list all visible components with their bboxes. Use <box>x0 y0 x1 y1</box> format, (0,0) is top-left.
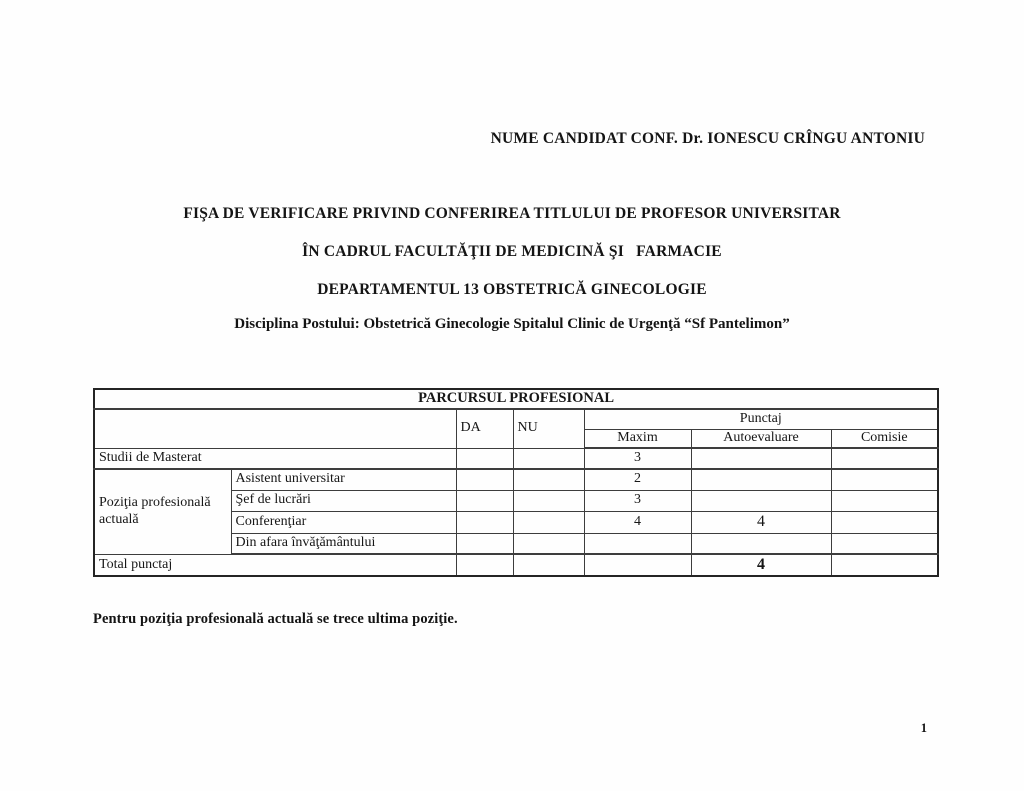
cell-nu <box>513 554 584 576</box>
row-label: Din afara învăţământului <box>231 533 456 554</box>
header-comisie: Comisie <box>831 429 938 448</box>
cell-autoevaluare <box>691 469 831 490</box>
cell-maxim: 3 <box>584 448 691 469</box>
cell-maxim <box>584 554 691 576</box>
cell-nu <box>513 469 584 490</box>
cell-comisie <box>831 448 938 469</box>
table-row-asistent <box>94 469 938 490</box>
table-header-row-1 <box>94 409 938 429</box>
table-row-studii-masterat <box>94 448 938 469</box>
row-label: Asistent universitar <box>231 469 456 490</box>
cell-autoevaluare <box>691 448 831 469</box>
table-title-row <box>94 389 938 409</box>
header-nu: NU <box>513 409 584 448</box>
cell-autoevaluare <box>691 533 831 554</box>
group-label-pozitia: Poziţia profesională actuală <box>94 469 231 554</box>
cell-comisie <box>831 469 938 490</box>
page-number: 1 <box>920 721 927 735</box>
header-autoevaluare: Autoevaluare <box>691 429 831 448</box>
row-label: Conferenţiar <box>231 511 456 533</box>
discipline-line: Disciplina Postului: Obstetrică Ginecologie Spitalul Clinic de Urgenţă “Sf Pantelimon” <box>234 316 790 332</box>
header-da: DA <box>456 409 513 448</box>
cell-autoevaluare <box>691 490 831 511</box>
form-title-line-2: ÎN CADRUL FACULTĂŢII DE MEDICINĂ ŞI FARMACIE <box>302 243 722 260</box>
cell-maxim: 2 <box>584 469 691 490</box>
cell-comisie <box>831 533 938 554</box>
cell-comisie <box>831 554 938 576</box>
table-row-total <box>94 554 938 576</box>
cell-autoevaluare: 4 <box>691 511 831 533</box>
cell-autoevaluare: 4 <box>691 554 831 576</box>
cell-da <box>456 511 513 533</box>
cell-da <box>456 554 513 576</box>
row-label: Studii de Masterat <box>94 448 456 469</box>
cell-comisie <box>831 490 938 511</box>
form-title-line-3: DEPARTAMENTUL 13 OBSTETRICĂ GINECOLOGIE <box>317 281 707 298</box>
form-title-line-1: FIŞA DE VERIFICARE PRIVIND CONFERIREA TITLULUI DE PROFESOR UNIVERSITAR <box>183 205 841 222</box>
row-label: Şef de lucrări <box>231 490 456 511</box>
header-empty-cell <box>94 409 456 448</box>
cell-da <box>456 448 513 469</box>
table-title: PARCURSUL PROFESIONAL <box>94 389 938 409</box>
header-punctaj: Punctaj <box>584 409 938 429</box>
cell-maxim: 4 <box>584 511 691 533</box>
cell-nu <box>513 490 584 511</box>
cell-da <box>456 490 513 511</box>
candidate-name-line: NUME CANDIDAT CONF. Dr. IONESCU CRÎNGU ANTONIU <box>490 130 925 147</box>
cell-da <box>456 469 513 490</box>
row-label: Total punctaj <box>94 554 456 576</box>
cell-comisie <box>831 511 938 533</box>
cell-maxim: 3 <box>584 490 691 511</box>
cell-nu <box>513 533 584 554</box>
professional-path-table <box>93 388 939 577</box>
header-maxim: Maxim <box>584 429 691 448</box>
cell-nu <box>513 511 584 533</box>
cell-nu <box>513 448 584 469</box>
footnote: Pentru poziţia profesională actuală se trece ultima poziţie. <box>93 611 458 627</box>
cell-da <box>456 533 513 554</box>
cell-maxim <box>584 533 691 554</box>
